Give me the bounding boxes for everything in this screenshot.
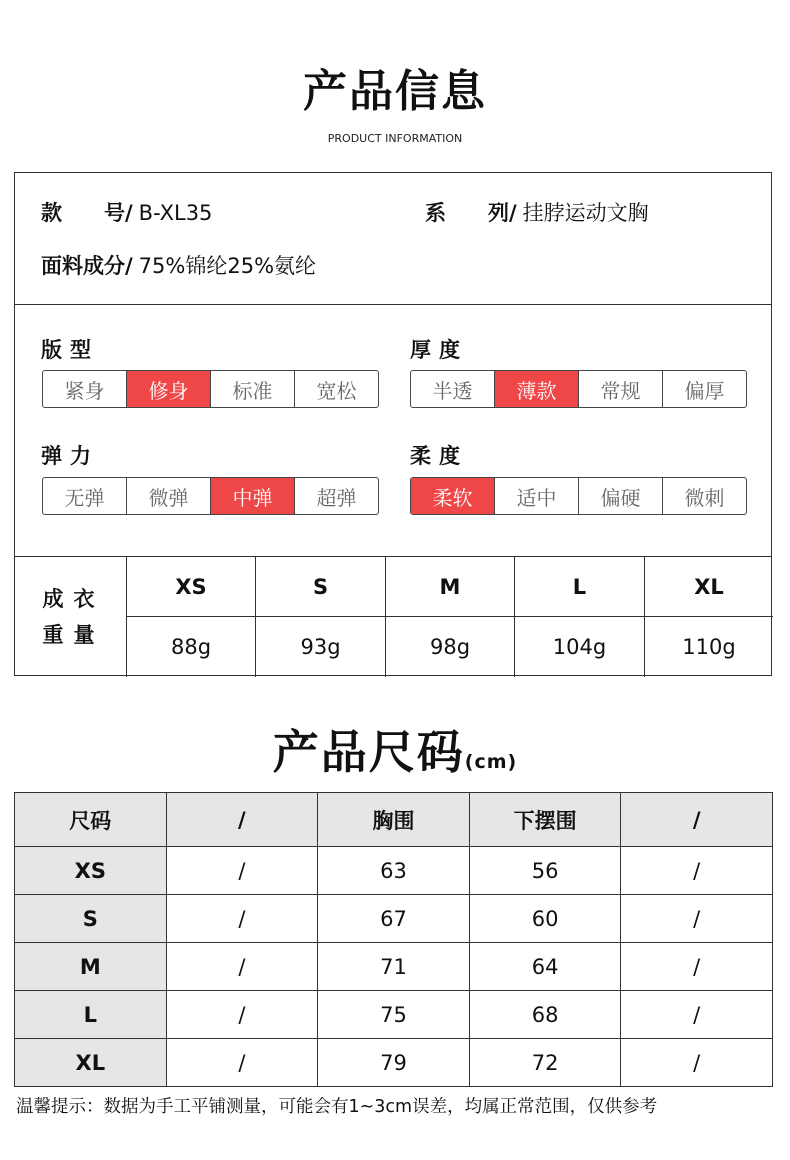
table-row (15, 847, 773, 895)
fit-option: 修身 (127, 371, 211, 407)
weight-label-line1: 成衣 (42, 587, 105, 611)
size-name-cell: XS (15, 847, 167, 895)
elasticity-label: 弹力 (41, 444, 99, 468)
product-info-box (14, 172, 772, 676)
softness-option: 偏硬 (579, 478, 663, 514)
weight-value: 93g (300, 635, 341, 659)
weight-size: M (386, 557, 514, 617)
weight-column (645, 557, 773, 677)
model-field (41, 199, 212, 227)
table-row (15, 895, 773, 943)
thickness-option: 薄款 (495, 371, 579, 407)
size-value-cell: 64 (469, 943, 621, 991)
softness-option: 适中 (495, 478, 579, 514)
page-subtitle: PRODUCT INFORMATION (327, 132, 463, 145)
fit-selector (42, 370, 379, 408)
size-value-cell: 67 (318, 895, 470, 943)
table-row (15, 991, 773, 1039)
weight-column (256, 557, 386, 677)
fit-option: 紧身 (43, 371, 127, 407)
size-title: 产品尺码 (272, 725, 465, 779)
thickness-option: 偏厚 (684, 378, 725, 403)
size-unit: (cm) (464, 751, 518, 773)
size-name-cell: M (15, 943, 167, 991)
thickness-label: 厚度 (410, 338, 468, 362)
size-value-cell: / (166, 847, 318, 895)
size-value-cell: 79 (318, 1039, 470, 1087)
softness-option: 微刺 (684, 485, 725, 510)
thickness-selector (410, 370, 747, 408)
elasticity-selector (42, 477, 379, 515)
size-value-cell: / (621, 895, 773, 943)
size-value-cell: / (166, 1039, 318, 1087)
table-row (15, 1039, 773, 1087)
size-section-title (0, 722, 790, 792)
size-value-cell: 68 (469, 991, 621, 1039)
size-value-cell: / (621, 943, 773, 991)
size-value-cell: 60 (469, 895, 621, 943)
table-row (15, 943, 773, 991)
weight-value: 110g (682, 635, 736, 659)
weight-size: S (256, 557, 385, 617)
elasticity-option: 无弹 (43, 478, 127, 514)
size-table-header-cell: 下摆围 (469, 793, 621, 847)
fit-option: 宽松 (316, 378, 357, 403)
weight-value: 104g (552, 635, 607, 659)
model-label: 款 号/ (41, 201, 133, 225)
size-table (14, 792, 773, 1087)
size-table-header-cell: / (621, 793, 773, 847)
weight-column (127, 557, 256, 677)
page-title: 产品信息 (303, 66, 487, 117)
series-field (425, 199, 649, 227)
weight-size: XL (645, 557, 773, 617)
size-value-cell: / (166, 895, 318, 943)
size-value-cell: / (166, 991, 318, 1039)
size-name-cell: S (15, 895, 167, 943)
weight-column (515, 557, 645, 677)
weight-column (386, 557, 515, 677)
weight-size: XS (127, 557, 255, 617)
weight-label (15, 557, 127, 677)
elasticity-option: 超弹 (316, 485, 357, 510)
softness-label: 柔度 (410, 444, 468, 468)
size-value-cell: / (621, 1039, 773, 1087)
weight-value: 98g (429, 635, 471, 659)
garment-weight-table (15, 556, 771, 677)
basic-info (15, 173, 771, 305)
series-value: 挂脖运动文胸 (522, 201, 649, 225)
weight-value: 88g (170, 635, 212, 659)
thickness-option: 半透 (411, 371, 495, 407)
fabric-label: 面料成分/ (41, 254, 133, 278)
size-name-cell: L (15, 991, 167, 1039)
model-value: B-XL35 (138, 201, 213, 225)
size-name-cell: XL (15, 1039, 167, 1087)
size-table-header-cell: 胸围 (318, 793, 470, 847)
fabric-value: 75%锦纶25%氨纶 (138, 254, 317, 278)
size-value-cell: 71 (318, 943, 470, 991)
fit-label: 版型 (41, 338, 99, 362)
elasticity-option: 中弹 (211, 478, 295, 514)
fabric-field (41, 252, 316, 280)
softness-option: 柔软 (411, 478, 495, 514)
size-table-header (15, 793, 773, 847)
weight-size: L (515, 557, 644, 617)
fit-option: 标准 (211, 371, 295, 407)
size-value-cell: / (621, 847, 773, 895)
size-value-cell: 72 (469, 1039, 621, 1087)
series-label: 系 列/ (425, 201, 517, 225)
thickness-option: 常规 (579, 371, 663, 407)
measurement-note: 温馨提示：数据为手工平铺测量，可能会有1~3cm误差，均属正常范围，仅供参考 (16, 1097, 658, 1117)
size-value-cell: 63 (318, 847, 470, 895)
softness-selector (410, 477, 747, 515)
size-table-header-cell: 尺码 (15, 793, 167, 847)
elasticity-option: 微弹 (127, 478, 211, 514)
size-table-header-cell: / (166, 793, 318, 847)
size-value-cell: / (621, 991, 773, 1039)
weight-label-line2: 重量 (42, 623, 105, 647)
size-value-cell: 56 (469, 847, 621, 895)
size-value-cell: 75 (318, 991, 470, 1039)
size-value-cell: / (166, 943, 318, 991)
